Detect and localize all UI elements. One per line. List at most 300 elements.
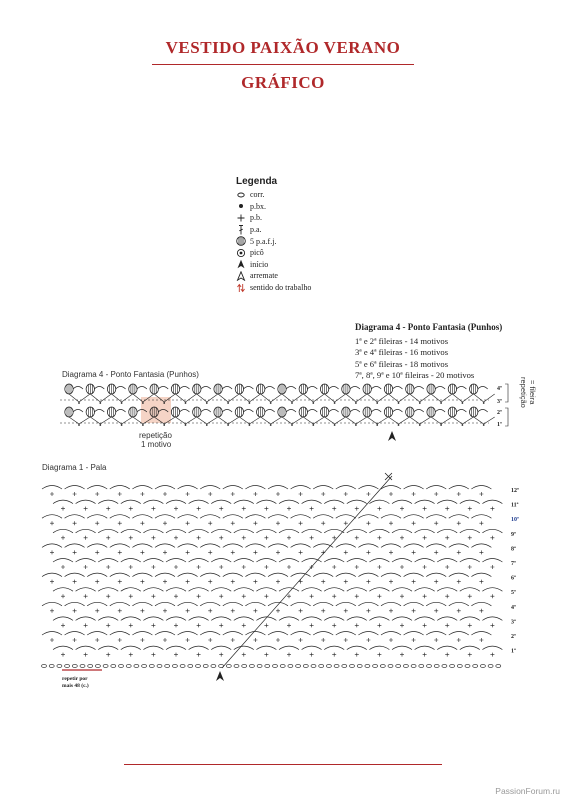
chain-arc [460,529,480,533]
chain-arc [358,573,378,577]
slip-stitch-icon [121,402,123,404]
v-stitch [431,394,452,402]
single-crochet-icon [208,492,212,496]
single-crochet-icon [231,521,235,525]
single-crochet-icon [344,492,348,496]
chain-arc [324,617,344,621]
single-crochet-icon [423,653,427,657]
chain-arc [313,486,333,490]
diagram1-row-label: 5ª [511,590,516,597]
slip-stitch-icon [142,424,144,426]
chain-icon [111,665,116,668]
chain-icon [157,665,162,668]
single-crochet-icon [490,536,494,540]
chain-arc [76,646,96,650]
single-crochet-icon [106,594,110,598]
chain-arc [178,632,198,636]
chain-arc [482,646,502,650]
single-crochet-icon [434,580,438,584]
single-crochet-icon [366,609,370,613]
shell-stitches [88,407,92,417]
slip-stitch-icon [249,402,251,404]
single-crochet-icon [412,609,416,613]
single-crochet-icon [434,550,438,554]
diagram1-row-labels [511,488,519,655]
single-crochet-icon [84,653,88,657]
chain-arc [414,387,424,390]
single-crochet-icon [253,638,257,642]
v-stitch [90,394,111,402]
single-crochet-icon [186,609,190,613]
diagram4-row-label: 2ª [497,410,502,416]
single-crochet-icon [50,580,54,584]
chain-arc [426,573,446,577]
single-crochet-icon [219,507,223,511]
chain-arc [358,544,378,548]
single-crochet-icon [129,565,133,569]
chain-arc [471,573,491,577]
diagram4-repeat-bracket [505,384,508,426]
chain-arc [143,529,163,533]
single-crochet-icon [457,550,461,554]
single-crochet-icon [129,536,133,540]
shell-stitches [280,384,284,394]
chain-arc [286,410,296,413]
chain-arc [53,500,73,504]
single-crochet-icon [287,623,291,627]
chain-arc [449,515,469,519]
chain-icon [226,665,231,668]
chain-arc [245,544,265,548]
diagram4-side-label: = fileira [528,380,537,405]
shell-stitches [110,407,114,417]
single-crochet-icon [332,565,336,569]
chain-arc [98,529,118,533]
single-crochet-icon [174,653,178,657]
chain-icon [180,665,185,668]
slip-stitch-icon [185,402,187,404]
v-stitch [69,394,90,402]
chain-icon [211,665,216,668]
chain-arc [437,529,457,533]
chain-arc [166,500,186,504]
chain-arc [143,646,163,650]
single-crochet-icon [377,653,381,657]
chain-arc [143,588,163,592]
chain-icon [350,665,355,668]
single-crochet-icon [163,609,167,613]
legend-label: 5 p.a.f.j. [250,236,277,246]
v-stitch [261,417,282,424]
shell-stitches [408,407,412,417]
chain-arc [98,559,118,563]
chain-arc [256,500,276,504]
chain-arc [223,486,243,490]
chain-arc [265,387,275,390]
single-crochet-icon [174,565,178,569]
chain-arc [42,602,62,606]
single-crochet-icon [151,507,155,511]
chain-arc [87,573,107,577]
single-crochet-icon [366,580,370,584]
chain-arc [110,632,130,636]
chain-arc [291,573,311,577]
chain-arc [223,573,243,577]
single-crochet-icon [163,638,167,642]
legend-label: picô [250,248,264,258]
diagram1-row-label: 11ª [511,502,519,509]
slip-stitch-icon [376,424,378,426]
single-crochet-icon [479,550,483,554]
chain-arc [460,559,480,563]
v-stitch [197,417,218,424]
chain-icon [457,665,462,668]
shell-stitches [450,407,454,417]
chain-arc [286,387,296,390]
shell-stitches [195,407,199,417]
diagram1-row-label: 4ª [511,604,516,611]
chain-arc [211,588,231,592]
single-crochet-icon [355,623,359,627]
single-crochet-icon [73,638,77,642]
chain-arc [404,632,424,636]
chain-arc [393,387,403,390]
chain-arc [478,387,488,390]
slip-stitch-icon [355,424,357,426]
diagram4-info-line: 7ª, 8ª, 9ª e 10ª fileiras - 20 motivos [355,370,475,381]
single-crochet-icon [457,638,461,642]
single-crochet-icon [377,594,381,598]
shell-stitches [429,407,433,417]
chain-arc [415,646,435,650]
v-stitch [410,394,431,402]
single-crochet-icon [276,580,280,584]
chain-arc [76,500,96,504]
chain-arc [347,500,367,504]
single-crochet-icon [445,565,449,569]
chain-arc [449,602,469,606]
chain-icon [242,665,247,668]
shell-stitches [344,384,348,394]
v-stitch [176,394,197,402]
chain-arc [437,500,457,504]
single-crochet-icon [174,507,178,511]
single-crochet-icon [73,492,77,496]
chain-icon [265,665,270,668]
chain-arc [200,632,220,636]
chain-arc [211,617,231,621]
single-crochet-icon [84,623,88,627]
single-crochet-icon [344,521,348,525]
chain-icon [465,665,470,668]
single-crochet-icon [412,521,416,525]
chain-arc [73,387,83,390]
chain-arc [336,486,356,490]
single-crochet-icon [61,594,65,598]
single-crochet-icon [151,653,155,657]
chain-arc [460,588,480,592]
v-stitch [325,417,346,424]
chain-arc [234,646,254,650]
legend-label: p.b. [250,213,262,223]
chain-arc [178,515,198,519]
chain-arc [98,617,118,621]
single-crochet-icon [287,594,291,598]
chain-arc [265,410,275,413]
single-crochet-icon [84,565,88,569]
single-crochet-icon [151,594,155,598]
chain-icon [296,665,301,668]
single-crochet-icon [118,580,122,584]
single-crochet-icon [355,536,359,540]
page-title: VESTIDO PAIXÃO VERANO [165,38,401,57]
chain-arc [392,529,412,533]
single-crochet-icon [468,653,472,657]
shell-stitches [301,384,305,394]
single-crochet-icon [95,521,99,525]
single-crochet-icon [490,565,494,569]
chain-arc [87,632,107,636]
chain-arc [189,500,209,504]
chain-arc [132,602,152,606]
chain-arc [234,617,254,621]
single-crochet-icon [140,550,144,554]
chain-icon [450,665,455,668]
diagram1-repeat-label: repetir por [62,676,88,682]
chain-arc [426,632,446,636]
chain-arc [200,486,220,490]
chain-arc [437,617,457,621]
single-crochet-icon [264,565,268,569]
single-crochet-icon [423,536,427,540]
single-crochet-icon [186,580,190,584]
chain-arc [155,544,175,548]
chain-arc [76,529,96,533]
shell-stitches [472,384,476,394]
single-crochet-icon [434,521,438,525]
single-crochet-icon [208,609,212,613]
chain-arc [482,529,502,533]
single-crochet-icon [299,609,303,613]
chain-arc [279,588,299,592]
chain-arc [415,617,435,621]
chain-icon [326,665,331,668]
shell-stitches [387,384,391,394]
v-stitch [218,394,239,402]
chain-arc [245,486,265,490]
single-crochet-icon [95,638,99,642]
chain-icon [496,665,501,668]
single-crochet-icon [423,507,427,511]
single-crochet-icon [400,594,404,598]
chain-arc [291,486,311,490]
chain-arc [336,602,356,606]
slip-stitch-icon [249,424,251,426]
shell-stitches [408,384,412,394]
single-crochet-icon [95,492,99,496]
single-crochet-icon [366,521,370,525]
chain-arc [256,529,276,533]
chain-arc [324,500,344,504]
single-crochet-icon [276,521,280,525]
shell-stitches [131,407,135,417]
chain-arc [121,646,141,650]
slip-stitch-icon [355,402,357,404]
single-crochet-icon [479,580,483,584]
single-crochet-icon [276,550,280,554]
chain-arc [392,500,412,504]
single-crochet-icon [208,580,212,584]
chain-arc [245,602,265,606]
v-stitch [239,394,260,402]
chain-arc [87,486,107,490]
chain-icon [334,665,339,668]
chain-arc [42,573,62,577]
chain-icon [342,665,347,668]
legend-label: corr. [250,190,265,200]
chain-arc [132,632,152,636]
slip-stitch-icon [398,402,400,404]
chain-arc [456,387,466,390]
slip-stitch-icon [483,402,485,404]
single-crochet-icon [366,550,370,554]
chain-arc [369,500,389,504]
single-crochet-icon [174,594,178,598]
diagram1-caption: Diagrama 1 - Pala [42,463,107,472]
v-stitch [346,394,367,402]
single-crochet-icon [321,580,325,584]
chain-arc [471,544,491,548]
chain-arc [291,515,311,519]
single-crochet-icon [140,492,144,496]
slip-stitch-icon [227,402,229,404]
chain-arc [116,387,126,390]
single-crochet-icon [321,492,325,496]
chain-arc [98,500,118,504]
chain-icon [427,665,432,668]
chain-arc [369,559,389,563]
chain-arc [65,544,85,548]
chain-icon [119,665,124,668]
single-crochet-icon [174,623,178,627]
single-crochet-icon [355,565,359,569]
shell-stitches [237,384,241,394]
chain-arc [98,588,118,592]
chain-arc [87,602,107,606]
single-crochet-icon [310,507,314,511]
chain-arc [65,602,85,606]
chain-icon [134,665,139,668]
chain-arc [350,387,360,390]
slip-stitch-icon [206,402,208,404]
chain-icon [434,665,439,668]
chain-arc [65,515,85,519]
chain-arc [180,387,190,390]
chain-icon [103,665,108,668]
single-crochet-icon [445,653,449,657]
chain-icon [72,665,77,668]
single-crochet-icon [242,623,246,627]
single-crochet-icon [457,580,461,584]
single-crochet-icon [299,492,303,496]
single-crochet-icon [129,594,133,598]
chain-arc [155,515,175,519]
chain-arc [256,646,276,650]
chain-arc [42,486,62,490]
single-crochet-icon [118,492,122,496]
chain-arc [369,588,389,592]
chain-arc [313,602,333,606]
chain-arc [121,588,141,592]
chain-arc [223,602,243,606]
single-crochet-icon [95,550,99,554]
chain-arc [234,559,254,563]
shell-stitches [365,407,369,417]
chain-arc [336,515,356,519]
chain-arc [456,410,466,413]
single-crochet-icon [219,623,223,627]
chain-arc [201,387,211,390]
single-crochet-icon [253,521,257,525]
chain-arc [307,410,317,413]
v-stitch [389,417,410,424]
single-crochet-icon [321,609,325,613]
single-crochet-icon [73,609,77,613]
slip-stitch-icon [99,424,101,426]
diagram1-row-label: 2ª [511,634,516,640]
single-crochet-icon [253,550,257,554]
diagram4-repeat-label: repetição [139,431,172,440]
chain-arc [42,515,62,519]
chain-arc [121,500,141,504]
shell-stitches [387,407,391,417]
chain-arc [415,559,435,563]
chain-arc [53,617,73,621]
single-crochet-icon [264,623,268,627]
chain-icon [403,665,408,668]
single-crochet-icon [151,565,155,569]
single-crochet-icon [490,594,494,598]
chain-arc [460,646,480,650]
chain-arc [42,544,62,548]
single-crochet-icon [400,653,404,657]
single-crochet-icon [434,638,438,642]
slip-stitch-icon [462,402,464,404]
chain-arc [302,617,322,621]
chain-arc [392,559,412,563]
slip-stitch-icon [78,402,80,404]
slip-stitch-icon [440,424,442,426]
diagram1-row-label: 9ª [511,531,516,538]
work-path-line [222,476,392,668]
chain-arc [143,617,163,621]
chain-arc [404,544,424,548]
single-crochet-icon [468,623,472,627]
chain-arc [201,410,211,413]
chain-arc [329,387,339,390]
diagram4-info-line: 1ª e 2ª fileiras - 14 motivos [355,335,449,346]
single-crochet-icon [174,536,178,540]
single-crochet-icon [253,580,257,584]
single-crochet-icon [299,521,303,525]
single-crochet-icon [242,507,246,511]
single-crochet-icon [299,580,303,584]
single-crochet-icon [389,521,393,525]
chain-arc [121,617,141,621]
diagram1-row-label: 3ª [511,619,516,626]
chain-arc [110,486,130,490]
diagram4-chart [60,384,495,426]
